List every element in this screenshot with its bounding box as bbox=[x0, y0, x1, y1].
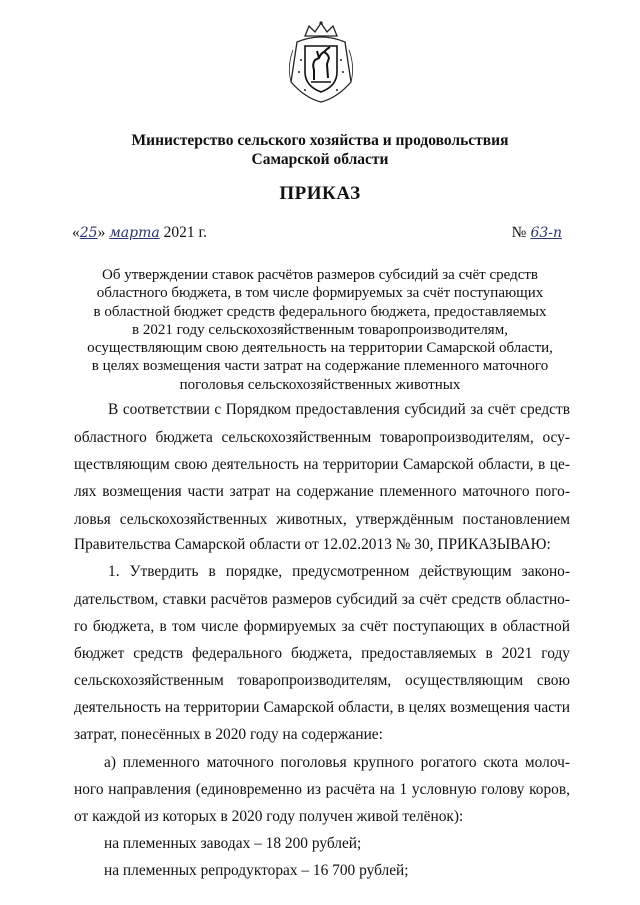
ministry-line-1: Министерство сельского хозяйства и продовольствия bbox=[131, 132, 509, 149]
body-line: 1. Утвердить в порядке, предусмотренном действующим законо- bbox=[108, 563, 570, 580]
body-line: Правительства Самарской области от 12.02.2013 № 30, ПРИКАЗЫВАЮ: bbox=[74, 536, 551, 553]
body-line: го бюджета, в том числе формируемых за счёт поступающих в областной bbox=[74, 618, 570, 635]
subject-line: поголовья сельскохозяйственных животных bbox=[179, 376, 461, 393]
body-line: от каждой из которых в 2020 году получен живой телёнок): bbox=[74, 808, 464, 825]
order-date bbox=[72, 224, 207, 242]
date-close-quote: » bbox=[97, 224, 106, 241]
subject-line: в областной бюджет средств федерального бюджета, предоставляемых bbox=[93, 303, 547, 320]
body-line: сельскохозяйственным товаропроизводителям, осуществляющим свою bbox=[74, 672, 570, 689]
subject-line: в целях возмещения части затрат на содержание племенного маточного bbox=[91, 358, 549, 375]
body-line: а) племенного маточного поголовья крупного рогатого скота молоч- bbox=[104, 754, 570, 771]
body-line: В соответствии с Порядком предоставления субсидий за счёт средств bbox=[108, 401, 570, 418]
order-number bbox=[512, 224, 562, 242]
subject-line: областного бюджета, в том числе формируемых за счёт поступающих bbox=[96, 285, 544, 302]
body-line: лях возмещения части затрат на содержание племенного маточного пого- bbox=[74, 483, 570, 500]
date-month-handwritten: марта bbox=[109, 225, 160, 241]
ministry-name bbox=[60, 131, 580, 169]
order-title: ПРИКАЗ bbox=[279, 183, 361, 204]
body-line: ного направления (единовременно из расчёта на 1 условную голову коров, bbox=[74, 781, 570, 798]
body-line: на племенных заводах – 18 200 рублей; bbox=[104, 835, 362, 852]
body-line: бюджет средств федерального бюджета, предоставляемых в 2021 году bbox=[74, 645, 570, 662]
number-value-handwritten: 63-п bbox=[530, 225, 562, 241]
subject-line: осуществляющим свою деятельность на территории Самарской области, bbox=[87, 340, 553, 357]
date-year: 2021 г. bbox=[163, 224, 207, 241]
coat-of-arms-icon bbox=[281, 20, 361, 106]
body-line: деятельность на территории Самарской области, в целях возмещения части bbox=[74, 699, 570, 716]
date-open-quote: « bbox=[72, 224, 80, 241]
subject-line: Об утверждении ставок расчётов размеров субсидий за счёт средств bbox=[102, 267, 538, 283]
body-line: затрат, понесённых в 2020 году на содержание: bbox=[74, 726, 383, 743]
subject-line: в 2021 году сельскохозяйственным товаропроизводителям, bbox=[132, 321, 508, 338]
ministry-line-2: Самарской области bbox=[251, 151, 389, 168]
number-prefix: № bbox=[511, 224, 527, 241]
date-day-handwritten: 25 bbox=[79, 225, 98, 241]
body-line: областного бюджета сельскохозяйственным товаропроизводителям, осу- bbox=[74, 429, 570, 446]
body-line: дательством, ставки расчётов размеров субсидий за счёт средств областно- bbox=[74, 591, 570, 608]
order-subject bbox=[60, 266, 580, 394]
body-line: ловья сельскохозяйственных животных, утверждённым постановлением bbox=[74, 511, 570, 528]
body-line: на племенных репродукторах – 16 700 рублей; bbox=[104, 862, 409, 879]
body-line: ществляющим свою деятельность на территории Самарской области, в це- bbox=[74, 456, 570, 473]
